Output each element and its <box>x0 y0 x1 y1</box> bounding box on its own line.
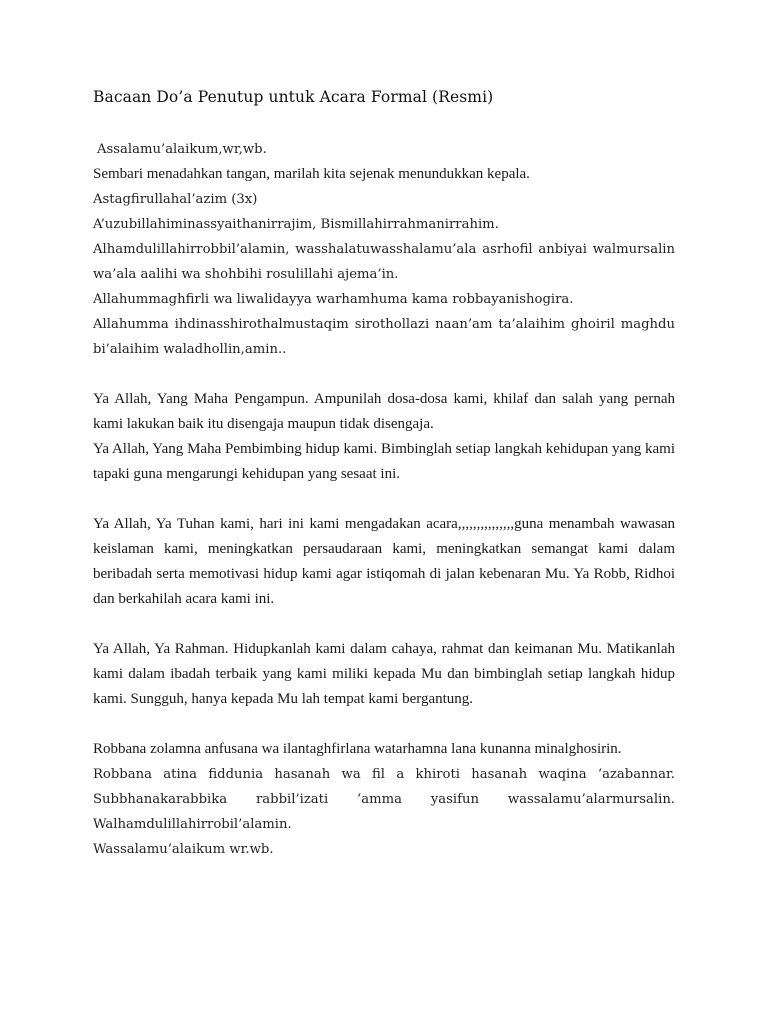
text-line: Subbhanakarabbika rabbil’izati ‘amma yasifun wassalamu’alarmursalin. <box>93 792 675 807</box>
paragraph-mercy <box>93 637 675 712</box>
paragraph-forgiveness <box>93 387 675 487</box>
text-line: Astagfirullahal’azim (3x) <box>93 192 258 207</box>
text-line: Sembari menadahkan tangan, marilah kita sejenak menundukkan kepala. <box>93 166 530 182</box>
text-line: Allahummaghfirli wa liwalidayya warhamhuma kama robbayanishogira. <box>93 292 574 307</box>
paragraph-spacer <box>93 362 675 387</box>
text-line: Walhamdulillahirrobil’alamin. <box>93 817 292 832</box>
document-body <box>93 137 675 862</box>
paragraph-spacer <box>93 712 675 737</box>
spacer <box>93 108 675 137</box>
paragraph-spacer <box>93 487 675 512</box>
text-line: A’uzubillahiminassyaithanirrajim, Bismillahirrahmanirrahim. <box>93 217 499 232</box>
paragraph-spacer <box>93 612 675 637</box>
text-line: Robbana atina fiddunia hasanah wa fil a khiroti hasanah waqina ‘azabannar. <box>93 767 675 782</box>
greeting-line: Assalamu’alaikum,wr,wb. <box>97 142 267 157</box>
paragraph-opening <box>93 137 675 362</box>
document-title: Bacaan Do’a Penutup untuk Acara Formal (Resmi) <box>93 88 494 106</box>
document-page <box>93 86 675 862</box>
text-line: Ya Allah, Ya Tuhan kami, hari ini kami mengadakan acara,,,,,,,,,,,,,,,guna menambah wawasan keislaman kami, meningkatkan persaudaraan kami, meningkatkan semangat kami dalam beribadah serta memotivasi hidup kami agar istiqomah di jalan kebenaran Mu. Ya Robb, Ridhoi dan berkahilah acara kami ini. <box>93 516 675 607</box>
text-line: Ya Allah, Yang Maha Pengampun. Ampunilah dosa-dosa kami, khilaf dan salah yang pernah kami lakukan baik itu disengaja maupun tidak disengaja. <box>93 391 675 432</box>
text-line: Alhamdulillahirrobbil’alamin, wasshalatuwasshalamu’ala asrhofil anbiyai walmursalin wa’ala aalihi wa shohbihi rosulillahi ajema’in. <box>93 242 675 282</box>
text-line: Robbana zolamna anfusana wa ilantaghfirlana watarhamna lana kunanna minalghosirin. <box>93 741 622 757</box>
text-line: Ya Allah, Ya Rahman. Hidupkanlah kami dalam cahaya, rahmat dan keimanan Mu. Matikanlah kami dalam ibadah terbaik yang kami miliki kepada Mu dan bimbinglah setiap langkah hidup kami. Sungguh, hanya kepada Mu lah tempat kami bergantung. <box>93 641 675 707</box>
closing-greeting-line: Wassalamu’alaikum wr.wb. <box>93 842 274 857</box>
paragraph-event <box>93 512 675 612</box>
text-line: Ya Allah, Yang Maha Pembimbing hidup kami. Bimbinglah setiap langkah kehidupan yang kami tapaki guna mengarungi kehidupan yang sesaat ini. <box>93 441 675 482</box>
text-line: Allahumma ihdinasshirothalmustaqim sirothollazi naan’am ta’alaihim ghoiril maghdu bi’alaihim waladhollin,amin.. <box>93 317 675 357</box>
paragraph-closing <box>93 737 675 862</box>
